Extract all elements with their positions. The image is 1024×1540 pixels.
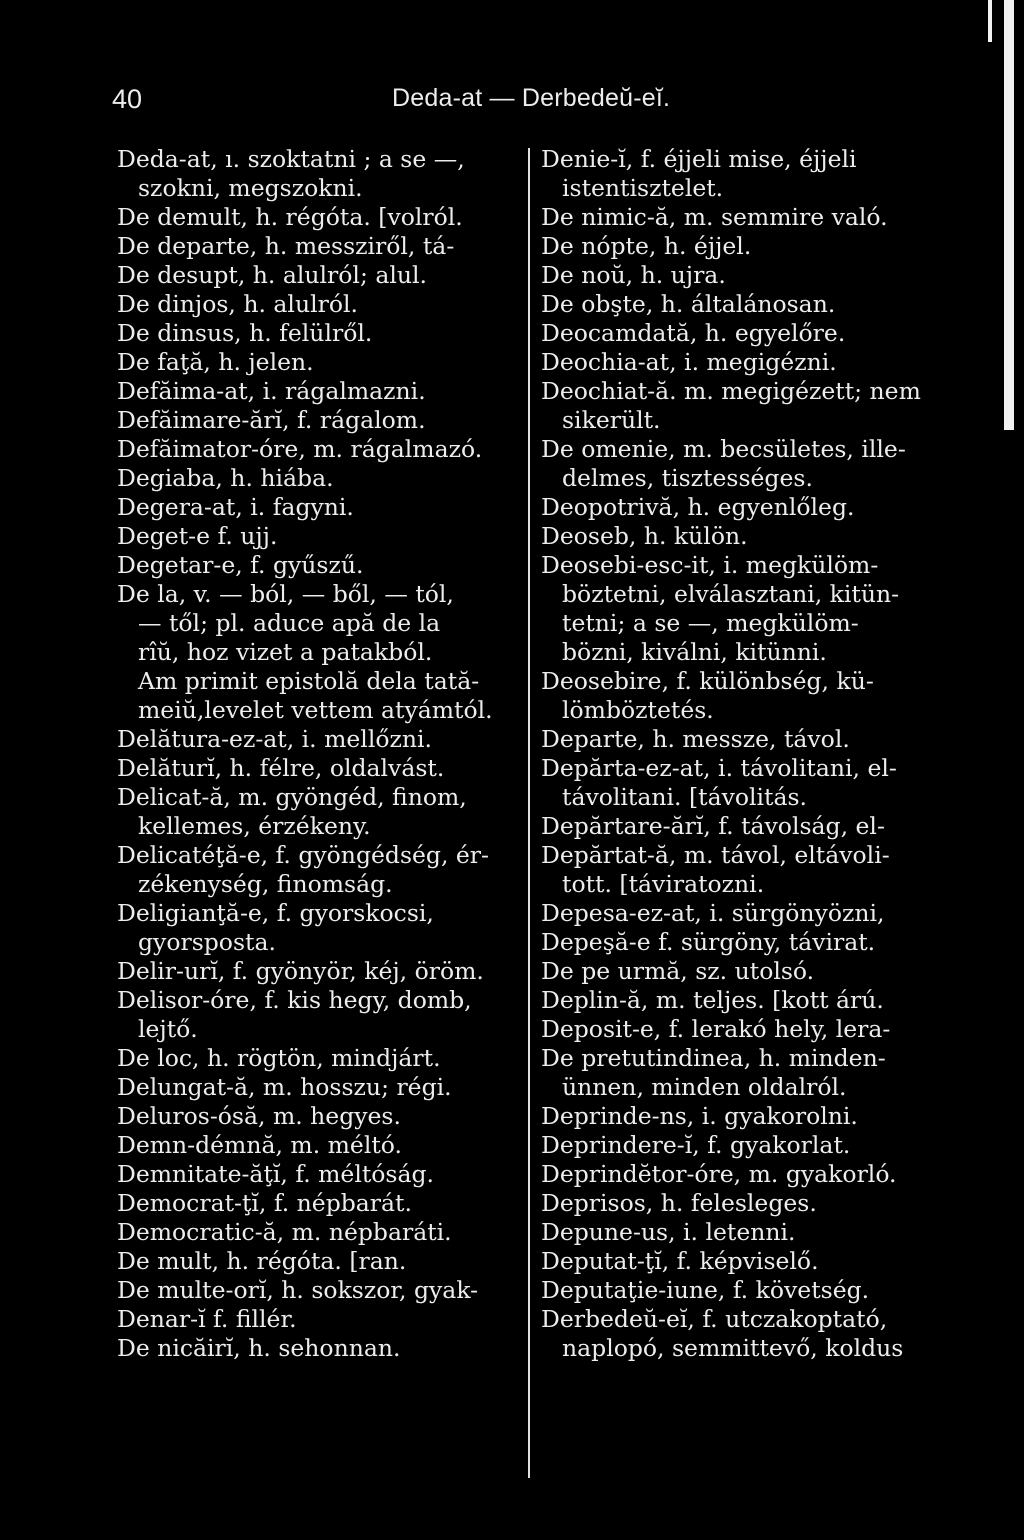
page-number: 40 <box>112 84 143 114</box>
dictionary-line: Demn-démnă, m. méltó. <box>117 1131 403 1159</box>
dictionary-line: sikerült. <box>562 406 661 434</box>
left-column <box>117 145 537 1363</box>
dictionary-line: Deda-at, ı. szoktatni ; a se —, <box>117 145 465 173</box>
dictionary-line: Depărtat-ă, m. távol, eltávoli- <box>541 841 890 869</box>
dictionary-line: De la, v. — ból, — ből, — tól, <box>117 580 454 608</box>
dictionary-line: Deocamdată, h. egyelőre. <box>541 319 846 347</box>
dictionary-line: Am primit epistolă dela tată- <box>138 667 480 695</box>
dictionary-line: De dinsus, h. felülről. <box>117 319 373 347</box>
dictionary-line: Denar-ĭ f. fillér. <box>117 1305 297 1333</box>
dictionary-line: De noŭ, h. ujra. <box>541 261 726 289</box>
dictionary-line: Deprindĕtor-óre, m. gyakorló. <box>541 1160 897 1188</box>
dictionary-line: Deoseb, h. külön. <box>541 522 748 550</box>
dictionary-line: Delungat-ă, m. hosszu; régi. <box>117 1073 452 1101</box>
dictionary-line: gyorsposta. <box>138 928 276 956</box>
dictionary-line: Delăturĭ, h. félre, oldalvást. <box>117 754 445 782</box>
dictionary-line: Delicat-ă, m. gyöngéd, finom, <box>117 783 467 811</box>
dictionary-line: Deluros-ósă, m. hegyes. <box>117 1102 401 1130</box>
dictionary-line: Defăimator-óre, m. rágalmazó. <box>117 435 483 463</box>
dictionary-line: bözni, kiválni, kitünni. <box>562 638 827 666</box>
dictionary-line: istentisztelet. <box>562 174 724 202</box>
dictionary-line: delmes, tisztességes. <box>562 464 813 492</box>
dictionary-line: Deopotrivă, h. egyenlőleg. <box>541 493 855 521</box>
dictionary-line: szokni, megszokni. <box>138 174 363 202</box>
page-header <box>0 84 1024 124</box>
column-divider <box>528 148 530 1478</box>
dictionary-line: ünnen, minden oldalról. <box>562 1073 847 1101</box>
dictionary-line: De pe urmă, sz. utolsó. <box>541 957 815 985</box>
dictionary-line: Deprinde-ns, i. gyakorolni. <box>541 1102 858 1130</box>
dictionary-line: De obşte, h. általánosan. <box>541 290 836 318</box>
dictionary-line: Deprindere-ĭ, f. gyakorlat. <box>541 1131 851 1159</box>
dictionary-line: Democrat-ţĭ, f. népbarát. <box>117 1189 412 1217</box>
dictionary-line: Denie-ĭ, f. éjjeli mise, éjjeli <box>541 145 857 173</box>
dictionary-line: naplopó, semmittevő, koldus <box>562 1334 904 1362</box>
dictionary-line: lömböztetés. <box>562 696 714 724</box>
dictionary-line: De mult, h. régóta. [ran. <box>117 1247 407 1275</box>
dictionary-line: De faţă, h. jelen. <box>117 348 314 376</box>
dictionary-line: De loc, h. rögtön, mindjárt. <box>117 1044 441 1072</box>
dictionary-line: De demult, h. régóta. [volról. <box>117 203 463 231</box>
dictionary-line: Deosebi-esc-it, i. megkülöm- <box>541 551 879 579</box>
dictionary-line: Derbedeŭ-eĭ, f. utczakoptató, <box>541 1305 888 1333</box>
dictionary-line: lejtő. <box>138 1015 198 1043</box>
dictionary-line: Deprisos, h. felesleges. <box>541 1189 817 1217</box>
dictionary-line: De nimic-ă, m. semmire való. <box>541 203 888 231</box>
dictionary-line: Demnitate-ăţĭ, f. méltóság. <box>117 1160 435 1188</box>
dictionary-line: De desupt, h. alulról; alul. <box>117 261 427 289</box>
dictionary-line: tetni; a se —, megkülöm- <box>562 609 859 637</box>
dictionary-line: Deligianţă-e, f. gyorskocsi, <box>117 899 434 927</box>
dictionary-line: zékenység, finomság. <box>138 870 393 898</box>
right-column <box>541 145 961 1363</box>
scan-edge-mark-small <box>988 0 992 42</box>
dictionary-line: Defăimare-ărĭ, f. rágalom. <box>117 406 426 434</box>
dictionary-line: — től; pl. aduce apă de la <box>138 609 441 637</box>
dictionary-line: távolitani. [távolitás. <box>562 783 808 811</box>
dictionary-line: Degiaba, h. hiába. <box>117 464 334 492</box>
dictionary-line: Deposit-e, f. lerakó hely, lera- <box>541 1015 891 1043</box>
dictionary-line: böztetni, elválasztani, kitün- <box>562 580 900 608</box>
dictionary-line: De omenie, m. becsületes, ille- <box>541 435 906 463</box>
dictionary-line: Delisor-óre, f. kis hegy, domb, <box>117 986 472 1014</box>
dictionary-line: Deochia-at, i. megigézni. <box>541 348 837 376</box>
dictionary-line: Degetar-e, f. gyűszű. <box>117 551 364 579</box>
dictionary-line: Delicatéţă-e, f. gyöngédség, ér- <box>117 841 489 869</box>
dictionary-line: De nópte, h. éjjel. <box>541 232 752 260</box>
dictionary-line: Defăima-at, i. rágalmazni. <box>117 377 426 405</box>
running-head: Deda-at — Derbedeŭ-eĭ. <box>392 84 671 112</box>
dictionary-line: De departe, h. messziről, tá- <box>117 232 455 260</box>
dictionary-line: Deputat-ţĭ, f. képviselő. <box>541 1247 819 1275</box>
scan-edge-mark <box>1004 0 1014 430</box>
dictionary-line: Depărta-ez-at, i. távolitani, el- <box>541 754 897 782</box>
dictionary-line: De pretutindinea, h. minden- <box>541 1044 886 1072</box>
dictionary-line: Departe, h. messze, távol. <box>541 725 850 753</box>
dictionary-line: Depărtare-ărĭ, f. távolság, el- <box>541 812 885 840</box>
dictionary-line: Degera-at, i. fagyni. <box>117 493 354 521</box>
dictionary-line: Depune-us, i. letenni. <box>541 1218 796 1246</box>
dictionary-line: Delir-urĭ, f. gyönyör, kéj, öröm. <box>117 957 484 985</box>
dictionary-line: De nicăirĭ, h. sehonnan. <box>117 1334 401 1362</box>
dictionary-line: Delătura-ez-at, i. mellőzni. <box>117 725 432 753</box>
dictionary-line: De multe-orĭ, h. sokszor, gyak- <box>117 1276 479 1304</box>
dictionary-line: Deochiat-ă. m. megigézett; nem <box>541 377 921 405</box>
dictionary-line: Deget-e f. ujj. <box>117 522 278 550</box>
dictionary-line: tott. [táviratozni. <box>562 870 765 898</box>
dictionary-line: De dinjos, h. alulról. <box>117 290 358 318</box>
dictionary-line: Depesa-ez-at, i. sürgönyözni, <box>541 899 885 927</box>
dictionary-line: rîŭ, hoz vizet a patakból. <box>138 638 433 666</box>
dictionary-line: meiŭ,levelet vettem atyámtól. <box>138 696 493 724</box>
dictionary-line: Deputaţie-iune, f. követség. <box>541 1276 870 1304</box>
dictionary-line: Depeşă-e f. sürgöny, távirat. <box>541 928 876 956</box>
dictionary-line: Democratic-ă, m. népbaráti. <box>117 1218 452 1246</box>
dictionary-line: kellemes, érzékeny. <box>138 812 371 840</box>
dictionary-line: Deosebire, f. különbség, kü- <box>541 667 874 695</box>
dictionary-line: Deplin-ă, m. teljes. [kott árú. <box>541 986 884 1014</box>
